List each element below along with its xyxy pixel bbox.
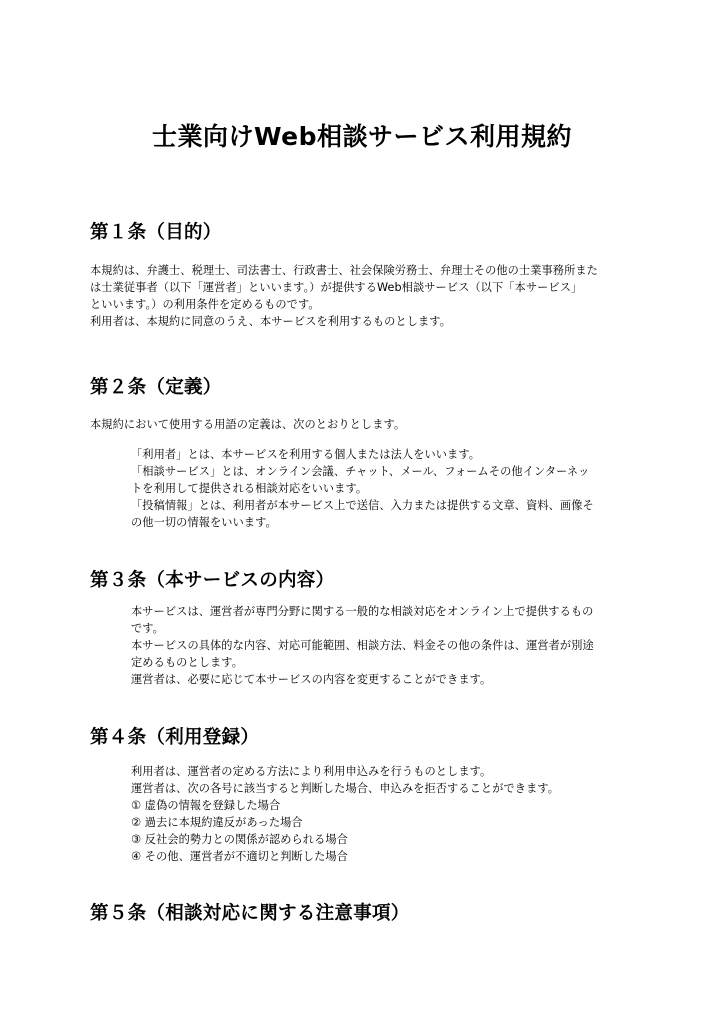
article-2-intro-line: 本規約において使用する用語の定義は、次のとおりとします。 — [90, 418, 406, 431]
article-2-heading: 第２条（定義） — [90, 377, 222, 398]
article-3-line: 本サービスは、運営者が専門分野に関する一般的な相談対応をオンライン上で提供するもの — [131, 605, 594, 618]
list-item: ④ その他、運営者が不適切と判断した場合 — [131, 850, 348, 863]
article-3-heading: 第３条（本サービスの内容） — [90, 570, 335, 591]
article-3-line: です。 — [131, 622, 164, 635]
list-item: ① 虚偽の情報を登録した場合 — [131, 799, 281, 812]
article-2-definitions — [131, 446, 594, 531]
article-1-line: といいます。）の利用条件を定めるものです。 — [90, 298, 320, 311]
article-3-line: 運営者は、必要に応じて本サービスの内容を変更することができます。 — [131, 673, 492, 686]
list-item: ② 過去に本規約違反があった場合 — [131, 816, 303, 829]
article-3-line: 定めるものとします。 — [131, 656, 243, 669]
definition-line: の他一切の情報をいいます。 — [131, 516, 277, 529]
definition-line: 「利用者」とは、本サービスを利用する個人または法人をいいます。 — [131, 448, 481, 461]
definition-line: トを利用して提供される相談対応をいいます。 — [131, 482, 368, 495]
article-3-body — [131, 603, 594, 688]
article-1-body — [90, 262, 598, 330]
article-4-heading: 第４条（利用登録） — [90, 727, 260, 748]
definition-line: 「投稿情報」とは、利用者が本サービス上で送信、入力または提供する文章、資料、画像そ — [131, 499, 594, 512]
article-5-heading: 第５条（相談対応に関する注意事項） — [90, 903, 410, 924]
article-4-body — [131, 763, 559, 865]
definition-line: 「相談サービス」とは、オンライン会議、チャット、メール、フォームその他インターネッ — [131, 465, 590, 478]
article-1-heading: 第１条（目的） — [90, 222, 222, 243]
article-1-line: は士業従事者（以下「運営者」といいます。）が提供するWeb相談サービス（以下「本サービス」 — [90, 281, 583, 294]
article-4-line: 利用者は、運営者の定める方法により利用申込みを行うものとします。 — [131, 765, 492, 778]
list-item: ③ 反社会的勢力との関係が認められる場合 — [131, 833, 348, 846]
document-title: 士業向けWeb相談サービス利用規約 — [151, 122, 573, 151]
article-1-line: 本規約は、弁護士、税理士、司法書士、行政書士、社会保険労務士、弁理士その他の士業事務所また — [90, 264, 598, 277]
article-1-line: 利用者は、本規約に同意のうえ、本サービスを利用するものとします。 — [90, 315, 451, 328]
article-2-intro — [90, 416, 405, 433]
article-4-line: 運営者は、次の各号に該当すると判断した場合、申込みを拒否することができます。 — [131, 782, 560, 795]
article-3-line: 本サービスの具体的な内容、対応可能範囲、相談方法、料金その他の条件は、運営者が別途 — [131, 639, 594, 652]
